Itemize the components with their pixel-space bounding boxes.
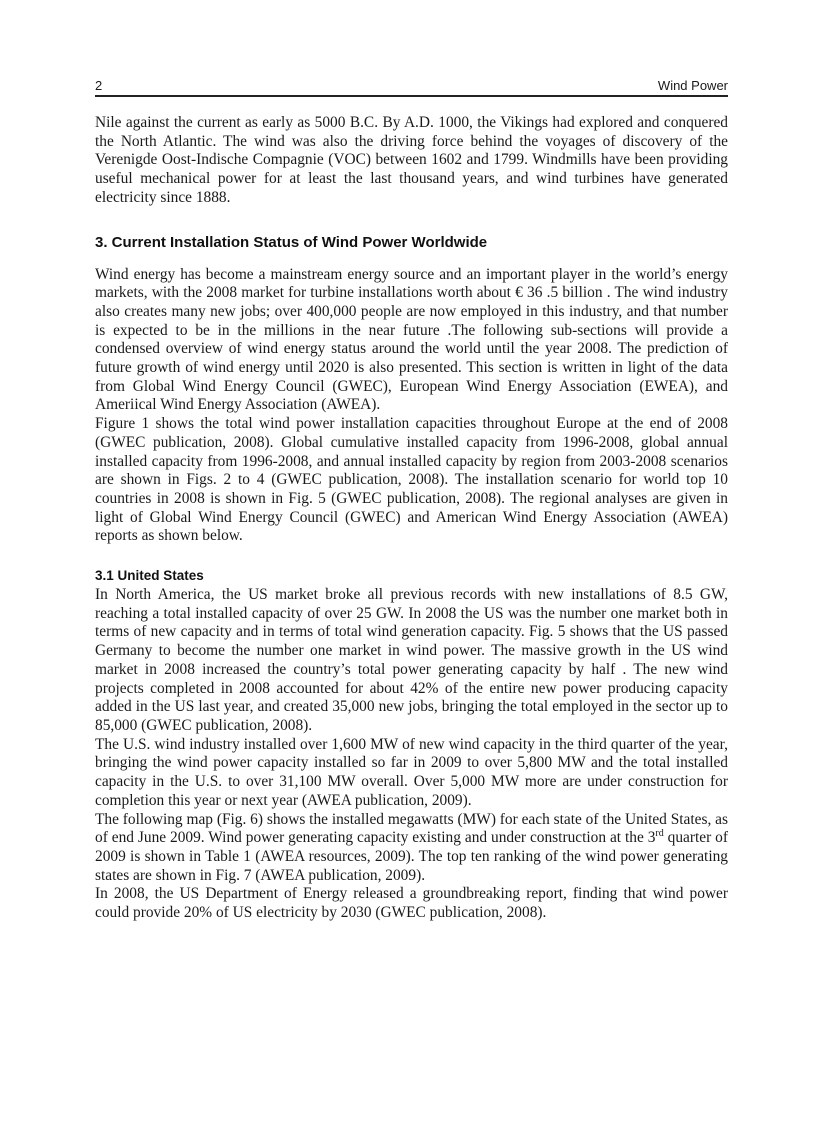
ordinal-superscript: rd [655,828,664,840]
header-rule [95,95,728,97]
page-number: 2 [95,78,103,93]
paragraph-state-map [95,811,728,886]
paragraph-state-map-text-start: The following map (Fig. 6) shows the installed megawatts (MW) for each state of the United States, as of end June 2009. Wind power generating capacity existing and under construction at the 3 [95,810,728,847]
paragraph-us-industry-q3: The U.S. wind industry installed over 1,600 MW of new wind capacity in the third quarter of the year, bringing the wind power capacity installed so far in 2009 to over 5,800 MW and the total installed capacity in the U.S. to over 31,100 MW overall. Over 5,000 MW more are under construction for completion this year or next year (AWEA publication, 2009). [95,735,728,809]
section-heading-installation-status: 3. Current Installation Status of Wind Power Worldwide [95,233,488,251]
paragraph-doe-report: In 2008, the US Department of Energy released a groundbreaking report, finding that wind power could provide 20% of US electricity by 2030 (GWEC publication, 2008). [95,885,728,922]
running-title: Wind Power [657,78,728,93]
paragraph-history: Nile against the current as early as 5000 B.C. By A.D. 1000, the Vikings had explored and conquered the North Atlantic. The wind was also the driving force behind the voyages of discovery of the Verenigde Oost-Indische Compagnie (VOC) between 1602 and 1799. Windmills have been providing useful mechanical power for at least the last thousand years, and wind turbines have generated electricity since 1888. [95,114,728,206]
paragraph-wind-energy: Wind energy has become a mainstream energy source and an important player in the world’s energy markets, with the 2008 market for turbine installations worth about € 36 .5 billion . The wind industry also creates many new jobs; over 400,000 people are now employed in this industry, and that number is expected to be in the millions in the near future .The following sub-sections will provide a condensed overview of wind energy status around the world until the year 2008. The prediction of future growth of wind energy until 2020 is also presented. This section is written in light of the data from Global Wind Energy Council (GWEC), European Wind Energy Association (EWEA), and Ameriical Wind Energy Association (AWEA). [95,265,728,414]
subsection-heading-united-states: 3.1 United States [95,568,204,584]
paragraph-north-america: In North America, the US market broke all previous records with new installations of 8.5 GW, reaching a total installed capacity of over 25 GW. In 2008 the US was the number one market both in terms of new capacity and in terms of total wind generation capacity. Fig. 5 shows that the US passed Germany to become the number one market in wind power. The massive growth in the US wind market in 2008 increased the country’s total power generating capacity by half . The new wind projects completed in 2008 accounted for about 42% of the entire new power producing capacity added in the US last year, and created 35,000 new jobs, bringing the total employed in the sector up to 85,000 (GWEC publication, 2008). [95,586,728,734]
page-body [95,114,728,923]
paragraph-figures-overview: Figure 1 shows the total wind power installation capacities throughout Europe at the end of 2008 (GWEC publication, 2008). Global cumulative installed capacity from 1996-2008, global annual installed capacity from 1996-2008, and annual installed capacity by region from 2003-2008 scenarios are shown in Figs. 2 to 4 (GWEC publication, 2008). The installation scenario for world top 10 countries in 2008 is shown in Fig. 5 (GWEC publication, 2008). The regional analyses are given in light of Global Wind Energy Council (GWEC) and American Wind Energy Association (AWEA) reports as shown below. [95,415,728,545]
paragraph-state-map-text-end: quarter of 2009 is shown in Table 1 (AWEA resources, 2009). The top ten ranking of the wind power generating states are shown in Fig. 7 (AWEA publication, 2009). [95,829,728,884]
page-header [95,78,728,93]
